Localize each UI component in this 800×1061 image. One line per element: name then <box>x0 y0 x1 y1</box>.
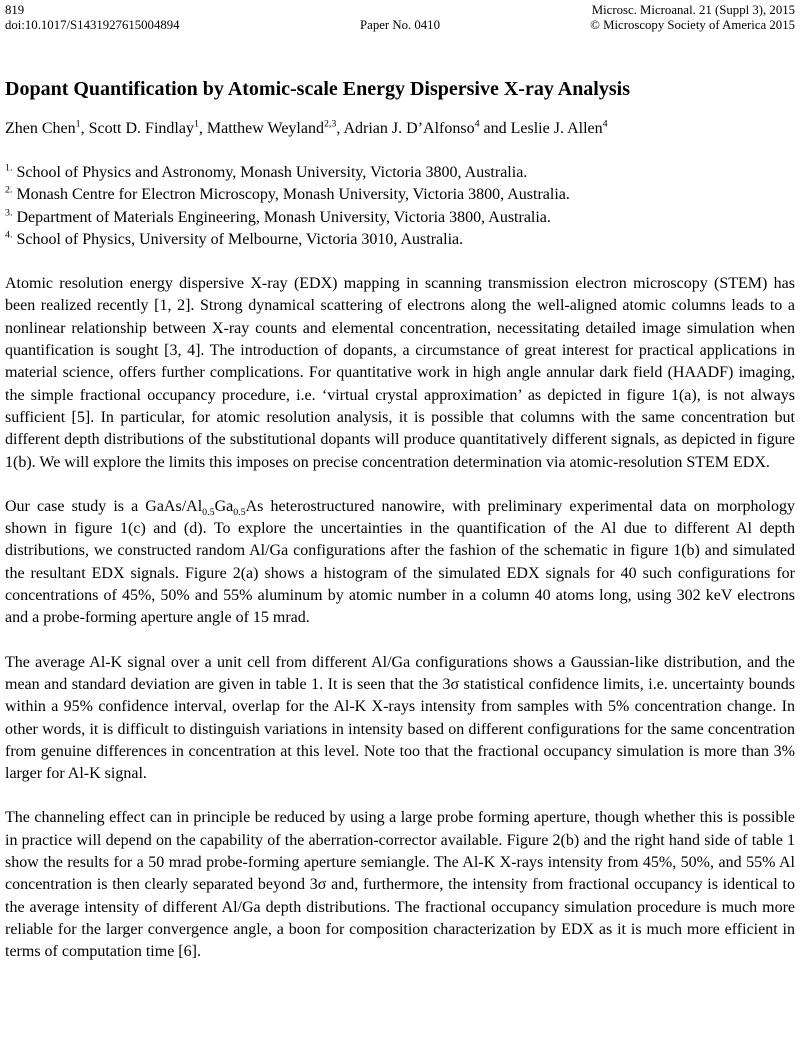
page-header <box>5 3 795 32</box>
author-list: Zhen Chen$^1$, Scott D. Findlay$^1$, Matthew Weyland$^{2,3}$, Adrian J. D’Alfonso$^4$ and Leslie J. Allen$^4$ <box>5 118 608 137</box>
paragraph-3: The average Al-K signal over a unit cell from different Al/Ga configurations shows a Gaussian-like distribution, and the mean and standard deviation are given in table 1. It is seen that the 3σ statistical confidence limits, i.e. uncertainty bounds within a 95% confidence interval, overlap for the Al-K X-rays intensity from samples with 5% concentration change. In other words, it is difficult to distinguish variations in intensity based on different configurations for the same concentration from genuine differences in concentration at this level. Note too that the fractional occupancy simulation is more than 3% larger for Al-K signal. <box>5 653 795 783</box>
doi: doi:10.1017/S1431927615004894 <box>5 17 180 32</box>
paper-number: Paper No. 0410 <box>360 17 440 32</box>
affiliation-4-number: 4. <box>5 229 13 241</box>
affiliation-1 <box>5 162 795 184</box>
header-spacer <box>285 3 514 18</box>
affiliation-list <box>5 162 795 251</box>
paper-title: Dopant Quantification by Atomic-scale Energy Dispersive X-ray Analysis <box>5 78 630 100</box>
header-center <box>285 3 514 32</box>
paragraph-4: The channeling effect can in principle be reduced by using a large probe forming aperture, though whether this is possible in practice will depend on the capability of the aberration-corrector available. Figure 2(b) and the right hand side of table 1 show the results for a 50 mrad probe-forming aperture semiangle. The Al-K X-rays intensity from 45%, 50%, and 55% Al concentration is then clearly separated beyond 3σ and, furthermore, the intensity from fractional occupancy is identical to the average intensity of different Al/Ga depth distributions. The fractional occupancy simulation procedure is much more reliable for the larger convergence angle, a boon for composition characterization by EDX as it is much more efficient in terms of computation time [6]. <box>5 809 795 961</box>
header-right <box>515 3 795 32</box>
affiliation-1-text: School of Physics and Astronomy, Monash University, Victoria 3800, Australia. <box>16 164 528 181</box>
affiliation-2-text: Monash Centre for Electron Microscopy, Monash University, Victoria 3800, Australia. <box>16 186 570 204</box>
affiliation-2-number: 2. <box>5 184 13 196</box>
page-number: 819 <box>5 3 25 17</box>
affiliation-1-number: 1. <box>5 162 13 174</box>
header-left <box>5 3 285 32</box>
affiliation-4 <box>5 229 795 251</box>
affiliation-4-text: School of Physics, University of Melbourne, Victoria 3010, Australia. <box>16 230 464 248</box>
copyright-notice: © Microscopy Society of America 2015 <box>590 17 796 32</box>
affiliation-3-text: Department of Materials Engineering, Monash University, Victoria 3800, Australia. <box>16 208 551 226</box>
affiliation-2 <box>5 184 795 206</box>
journal-citation: Microsc. Microanal. 21 (Suppl 3), 2015 <box>591 3 796 17</box>
paragraph-2: Our case study is a GaAs/$Al_{0.5}Ga_{0.5}As$ heterostructured nanowire, with preliminary experimental data on morphology shown in figure 1(c) and (d). To explore the uncertainties in the quantification of the Al due to different Al depth distributions, we constructed random Al/Ga configurations after the fashion of the schematic in figure 1(b) and simulated the resultant EDX signals. Figure 2(a) shows a histogram of the simulated EDX signals for 40 such configurations for concentrations of 45%, 50% and 55% aluminum by atomic number in a column 40 atoms long, using 302 keV electrons and a probe-forming aperture angle of 15 mrad. <box>5 497 796 627</box>
affiliation-3-number: 3. <box>5 207 13 219</box>
paragraph-1: Atomic resolution energy dispersive X-ray (EDX) mapping in scanning transmission electron microscopy (STEM) has been realized recently [1, 2]. Strong dynamical scattering of electrons along the well-aligned atomic columns leads to a nonlinear relationship between X-ray counts and elemental concentration, necessitating detailed image simulation when quantification is sought [3, 4]. The introduction of dopants, a circumstance of great interest for practical applications in material science, offers further complications. For quantitative work in high angle annular dark field (HAADF) imaging, the simple fractional occupancy procedure, i.e. ‘virtual crystal approximation’ as depicted in figure 1(a), is not always sufficient [5]. In particular, for atomic resolution analysis, it is possible that columns with the same concentration but different depth distributions of the substitutional dopants will produce quantitatively different signals, as depicted in figure 1(b). We will explore the limits this imposes on precise concentration determination via atomic-resolution STEM EDX. <box>5 275 795 471</box>
affiliation-3 <box>5 207 795 229</box>
